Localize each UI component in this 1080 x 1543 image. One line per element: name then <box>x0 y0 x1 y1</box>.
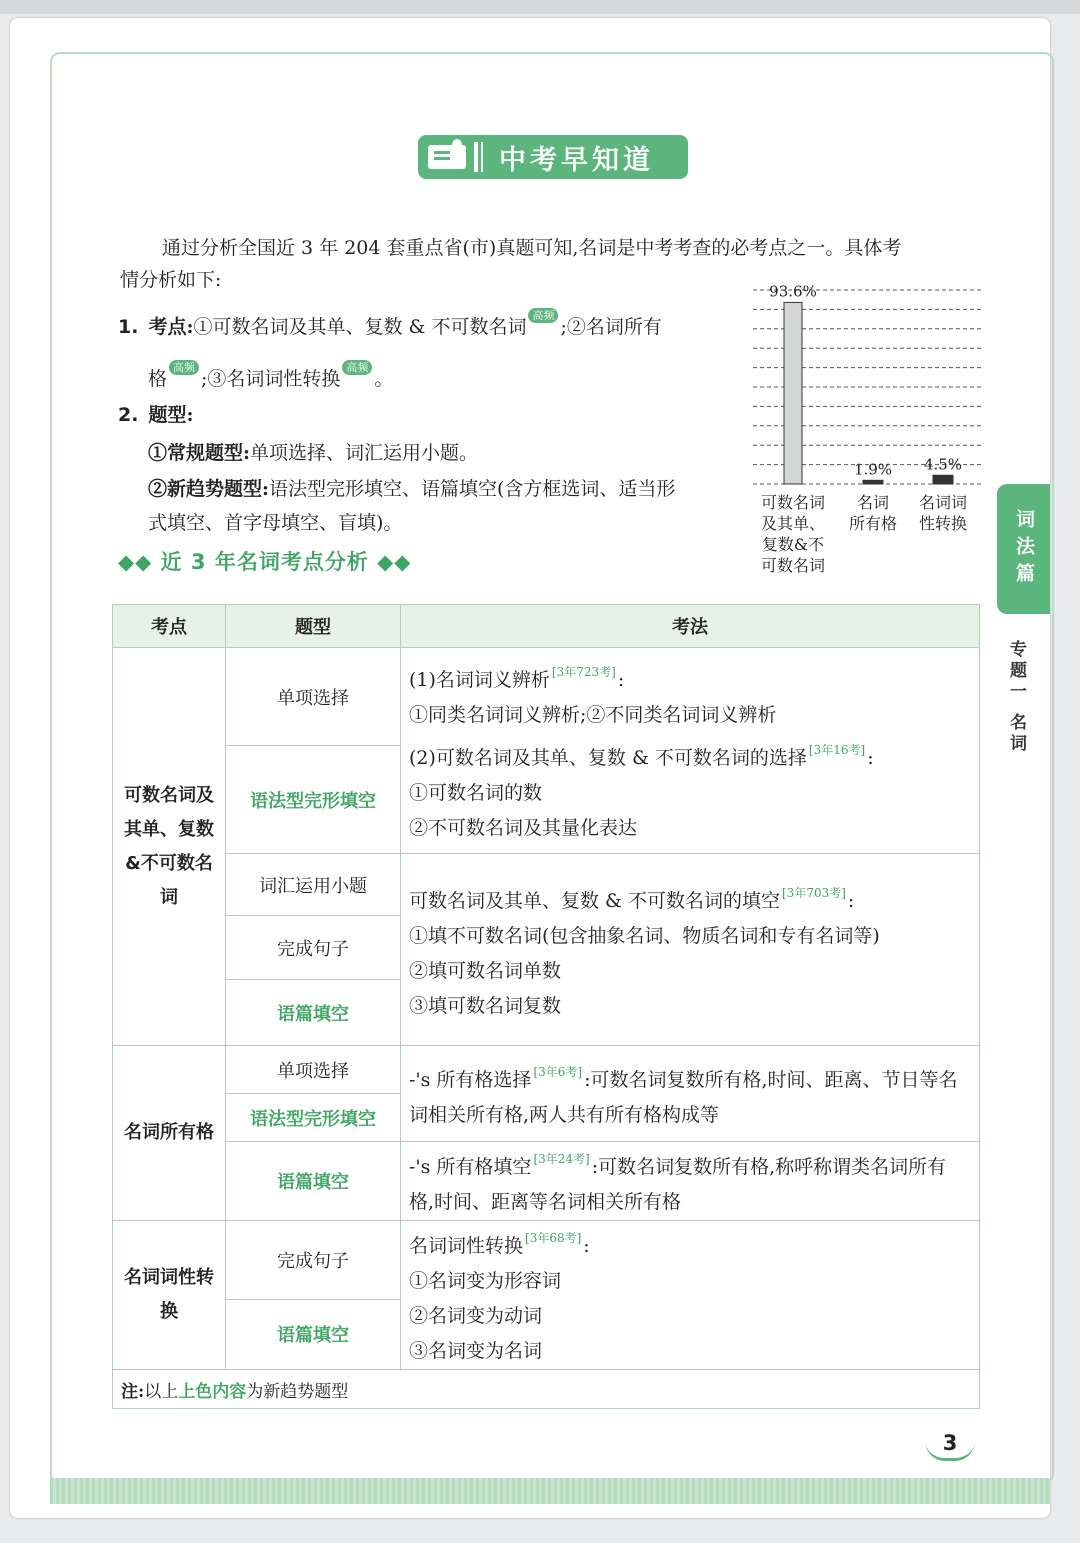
data-label: 93.6% <box>769 282 817 301</box>
data-label: 1.9% <box>853 460 893 479</box>
kaofa-title: -'s 所有格选择 <box>409 1068 532 1091</box>
bottom-decor-bar <box>50 1478 1050 1504</box>
category-label: 可数名词 <box>760 556 826 575</box>
kaodian-text: 。 <box>374 368 394 390</box>
tixing-cell: 词汇运用小题 <box>226 854 401 916</box>
note-row <box>113 1370 980 1409</box>
kaofa-line: ②填可数名词单数 <box>409 959 562 982</box>
category-label: 所有格 <box>848 514 898 533</box>
regular-type-label: ①常规题型: <box>148 442 251 464</box>
intro-line-2: 情分析如下: <box>120 269 222 291</box>
tixing-cell: 语法型完形填空 <box>226 746 401 854</box>
kaodian-cell: 名词词性转换 <box>113 1221 226 1370</box>
tixing-cell: 完成句子 <box>226 1221 401 1300</box>
high-frequency-badge: 高频 <box>342 360 372 375</box>
chapter-tab[interactable]: 词法篇 <box>997 484 1050 614</box>
item-number: 1. <box>118 316 139 338</box>
note-text: 以上 <box>144 1381 179 1402</box>
high-frequency-badge: 高频 <box>169 360 199 375</box>
note-cell <box>113 1370 980 1409</box>
source-count: [3年6考] <box>533 1064 583 1079</box>
tixing-cell: 语篇填空 <box>226 1299 401 1369</box>
analysis-table <box>112 604 980 1409</box>
table-row <box>113 1142 980 1221</box>
kaofa-text: :可数名词复数所有格,称呼称谓类名词所有格,时间、距离等名词相关所有格 <box>409 1156 947 1213</box>
table-header-row <box>113 605 980 648</box>
new-type-line <box>148 472 748 506</box>
source-count: [3年723考] <box>551 665 616 679</box>
kaofa-line: ①名词变为形容词 <box>409 1270 562 1292</box>
table-row <box>113 648 980 746</box>
top-scroll-strip <box>0 0 1080 14</box>
source-count: [3年24考] <box>533 1152 590 1166</box>
divider <box>474 142 478 172</box>
source-count: [3年68考] <box>525 1231 582 1245</box>
kaofa-line: ②不可数名词及其量化表达 <box>409 817 638 839</box>
kaofa-title: (2)可数名词及其单、复数 & 不可数名词的选择 <box>409 747 807 769</box>
category-label: 名词 <box>856 493 890 512</box>
tixing-cell: 单项选择 <box>226 648 401 746</box>
kaodian-text: ①可数名词及其单、复数 & 不可数名词 <box>193 316 527 338</box>
kaofa-colon: : <box>847 889 855 912</box>
category-label: 复数&不 <box>761 535 825 554</box>
table-row <box>113 854 980 916</box>
category-label: 及其单、 <box>760 514 826 533</box>
notebook-icon <box>428 145 466 169</box>
topic-label: 专题一 名词 <box>1006 640 1026 755</box>
table-row <box>113 1221 980 1300</box>
bar <box>933 475 953 484</box>
kaodian-text: ;②名词所有 <box>560 316 662 338</box>
kaofa-cell <box>401 648 980 854</box>
section-title-banner <box>418 135 688 179</box>
kaofa-cell <box>401 1142 980 1221</box>
kaofa-line: ①可数名词的数 <box>409 782 543 804</box>
kaofa-cell <box>401 1046 980 1142</box>
kaodian-text: 格 <box>148 368 168 390</box>
new-type-text: 语法型完形填空、语篇填空(含方框选词、适当形 <box>269 478 676 500</box>
new-type-label: ②新趋势题型: <box>148 478 270 500</box>
tixing-cell: 语篇填空 <box>226 980 401 1046</box>
kaofa-colon: : <box>583 1235 590 1257</box>
regular-type-text: 单项选择、词汇运用小题。 <box>250 442 479 464</box>
source-count: [3年703考] <box>782 885 846 900</box>
high-frequency-badge: 高频 <box>528 308 558 323</box>
kaofa-title: 名词词性转换 <box>409 1235 524 1257</box>
kaofa-line: ①同类名词词义辨析;②不同类名词词义辨析 <box>409 704 777 726</box>
item-label: 题型: <box>148 404 194 426</box>
regular-type-line <box>148 436 478 470</box>
intro-line-1: 通过分析全国近 3 年 204 套重点省(市)真题可知,名词是中考考查的必考点之一。具体考 <box>162 237 902 259</box>
category-label: 性转换 <box>918 514 968 533</box>
note-label: 注: <box>121 1381 145 1402</box>
kaofa-line: ③填可数名词复数 <box>409 994 562 1017</box>
note-highlight: 上色内容 <box>178 1381 247 1402</box>
tixing-cell: 语法型完形填空 <box>226 1094 401 1142</box>
kaofa-title: 可数名词及其单、复数 & 不可数名词的填空 <box>409 889 780 912</box>
kaofa-title: -'s 所有格填空 <box>409 1156 532 1178</box>
category-label: 可数名词 <box>760 493 826 512</box>
kaofa-text: :可数名词复数所有格,时间、距离、节日等名词相关所有格,两人共有所有格构成等 <box>409 1068 958 1126</box>
analysis-subtitle: ◆◆ 近 3 年名词考点分析 ◆◆ <box>118 550 412 574</box>
kaodian-bar-chart <box>745 262 995 592</box>
note-text: 为新趋势题型 <box>246 1381 349 1402</box>
tixing-cell: 完成句子 <box>226 916 401 980</box>
item-number: 2. <box>118 404 139 426</box>
kaodian-cell: 可数名词及其单、复数&不可数名词 <box>113 648 226 1046</box>
kaodian-item <box>118 308 738 344</box>
header-cell: 考法 <box>401 605 980 648</box>
new-type-line-2: 式填空、首字母填空、盲填)。 <box>148 512 403 534</box>
kaofa-line: ③名词变为名词 <box>409 1340 543 1362</box>
kaofa-colon: : <box>617 669 625 691</box>
kaofa-cell <box>401 854 980 1046</box>
page-number: 3 <box>925 1428 975 1461</box>
kaofa-title: (1)名词词义辨析 <box>409 669 550 691</box>
tixing-item <box>118 398 193 432</box>
bar <box>863 480 883 484</box>
bar <box>784 302 802 484</box>
table-row <box>113 1046 980 1094</box>
kaofa-line: ②名词变为动词 <box>409 1305 543 1327</box>
tixing-cell: 单项选择 <box>226 1046 401 1094</box>
section-title: 中考早知道 <box>499 144 654 176</box>
divider <box>481 142 483 172</box>
header-cell: 考点 <box>113 605 226 648</box>
source-count: [3年16考] <box>808 743 866 757</box>
item-label: 考点: <box>148 316 194 338</box>
category-label: 名词词 <box>918 493 968 512</box>
kaofa-line: ①填不可数名词(包含抽象名词、物质名词和专有名词等) <box>409 924 880 947</box>
header-cell: 题型 <box>226 605 401 648</box>
kaodian-cell: 名词所有格 <box>113 1046 226 1221</box>
tixing-cell: 语篇填空 <box>226 1142 401 1221</box>
data-label: 4.5% <box>923 455 963 474</box>
kaodian-text: ;③名词词性转换 <box>201 368 341 390</box>
kaodian-item-cont <box>148 360 393 396</box>
kaofa-colon: : <box>867 747 874 769</box>
kaofa-cell <box>401 1221 980 1370</box>
